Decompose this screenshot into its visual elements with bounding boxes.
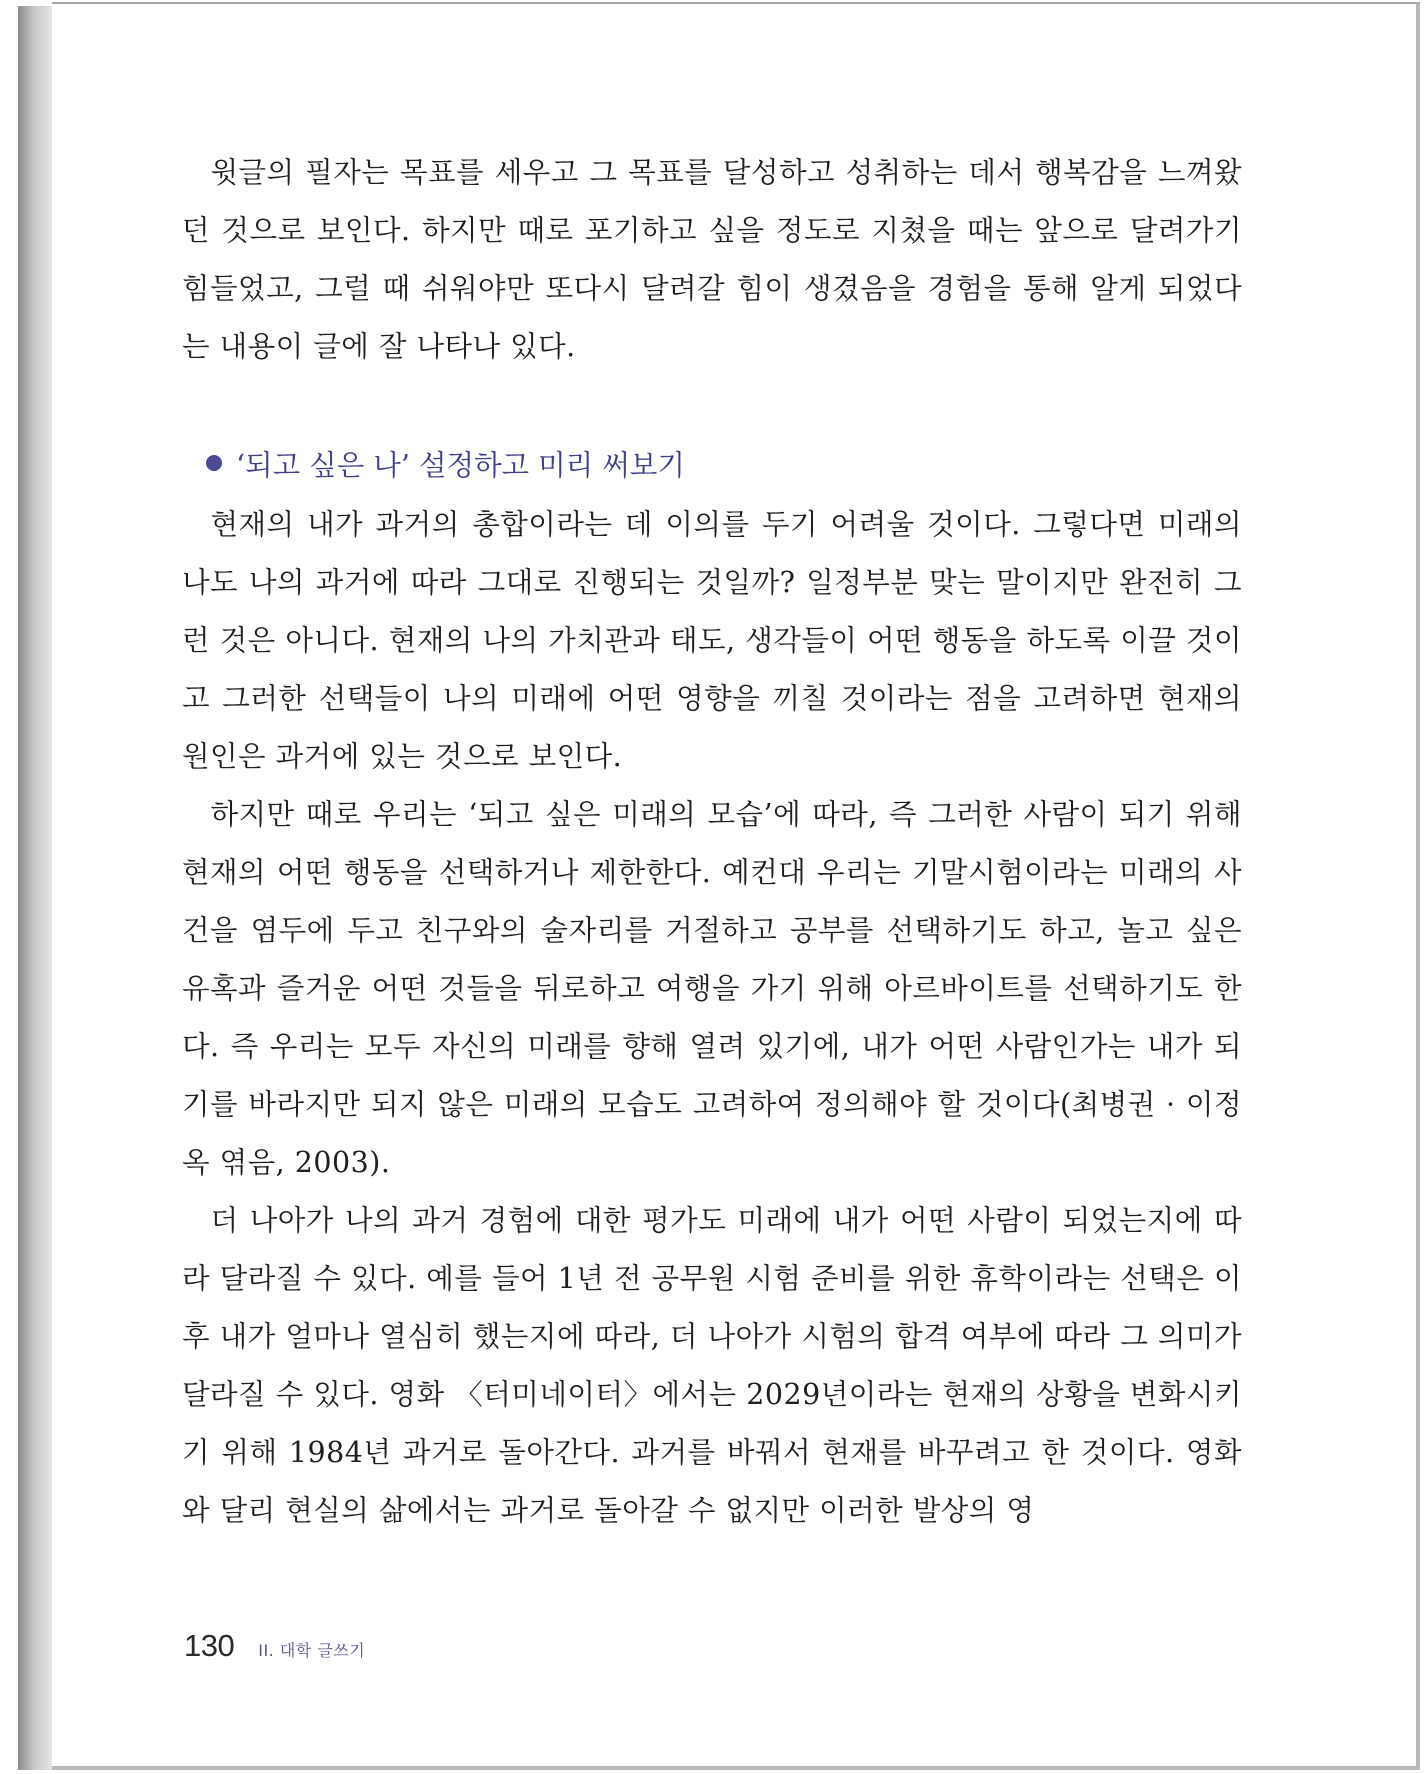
page-number: 130 xyxy=(184,1628,235,1663)
section-heading-text: ‘되고 싶은 나’ 설정하고 미리 써보기 xyxy=(236,448,685,482)
page-footer xyxy=(184,1628,365,1664)
body-paragraph-3: 더 나아가 나의 과거 경험에 대한 평가도 미래에 내가 어떤 사람이 되었는지에 따라 달라질 수 있다. 예를 들어 1년 전 공무원 시험 준비를 위한 휴학이라는 선택은 이후 내가 얼마나 열심히 했는지에 따라, 더 나아가 시험의 합격 여부에 따라 그 의미가 달라질 수 있다. 영화 〈터미네이터〉에서는 2029년이라는 현재의 상황을 변화시키기 위해 1984년 과거로 돌아간다. 과거를 바꿔서 현재를 바꾸려고 한 것이다. 영화와 달리 현실의 삶에서는 과거로 돌아갈 수 없지만 이러한 발상의 영 xyxy=(182,1204,1242,1527)
body-paragraph-1: 현재의 내가 과거의 총합이라는 데 이의를 두기 어려울 것이다. 그렇다면 미래의 나도 나의 과거에 따라 그대로 진행되는 것일까? 일정부분 맞는 말이지만 완전히 그런 것은 아니다. 현재의 나의 가치관과 태도, 생각들이 어떤 행동을 하도록 이끌 것이고 그러한 선택들이 나의 미래에 어떤 영향을 끼칠 것이라는 점을 고려하면 현재의 원인은 과거에 있는 것으로 보인다. xyxy=(182,508,1242,773)
section-heading xyxy=(182,434,1242,492)
body-paragraph-2: 하지만 때로 우리는 ‘되고 싶은 미래의 모습’에 따라, 즉 그러한 사람이 되기 위해 현재의 어떤 행동을 선택하거나 제한한다. 예컨대 우리는 기말시험이라는 미래의 사건을 염두에 두고 친구와의 술자리를 거절하고 공부를 선택하기도 하고, 놀고 싶은 유혹과 즐거운 어떤 것들을 뒤로하고 여행을 가기 위해 아르바이트를 선택하기도 한다. 즉 우리는 모두 자신의 미래를 향해 열려 있기에, 내가 어떤 사람인가는 내가 되기를 바라지만 되지 않은 미래의 모습도 고려하여 정의해야 할 것이다(최병권 · 이정옥 엮음, 2003). xyxy=(182,798,1242,1179)
bullet-icon xyxy=(206,455,222,471)
page-content xyxy=(182,144,1242,1540)
chapter-title: II. 대학 글쓰기 xyxy=(258,1641,366,1660)
intro-paragraph: 윗글의 필자는 목표를 세우고 그 목표를 달성하고 성취하는 데서 행복감을 느껴왔던 것으로 보인다. 하지만 때로 포기하고 싶을 정도로 지쳤을 때는 앞으로 달려가기 힘들었고, 그럴 때 쉬워야만 또다시 달려갈 힘이 생겼음을 경험을 통해 알게 되었다는 내용이 글에 잘 나타나 있다. xyxy=(182,156,1242,363)
book-spine-edge xyxy=(18,6,53,1770)
